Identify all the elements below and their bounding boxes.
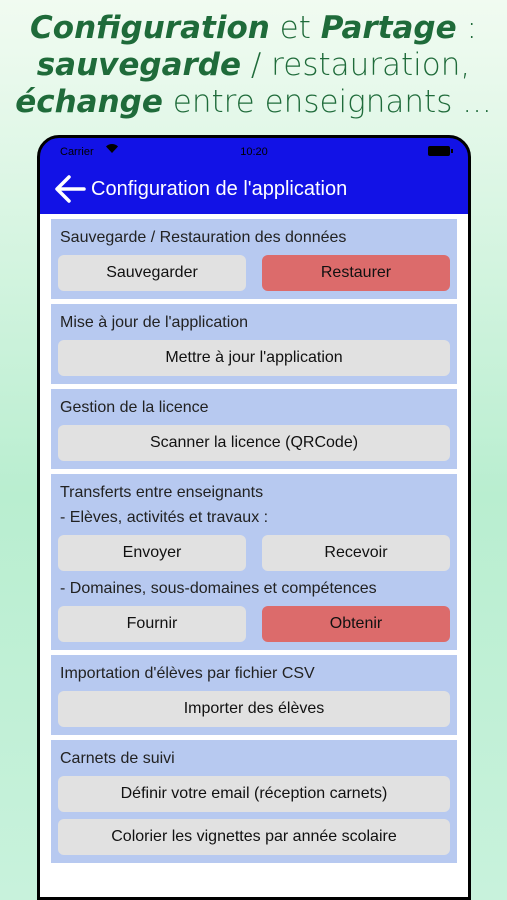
section-backup [51,219,457,299]
receive-button[interactable]: Recevoir [262,535,450,571]
section-title: Importation d'élèves par fichier CSV [60,665,315,682]
section-import [51,655,457,735]
headline-line-3 [0,84,507,121]
section-title: Carnets de suivi [60,750,175,767]
headline-line-2 [0,47,507,84]
import-students-button[interactable]: Importer des élèves [58,691,450,727]
color-thumbnails-button[interactable]: Colorier les vignettes par année scolaire [58,819,450,855]
headline-word: sauvegarde [36,47,242,83]
section-title: Sauvegarde / Restauration des données [60,229,347,246]
status-time: 10:20 [240,146,268,158]
scan-license-button[interactable]: Scanner la licence (QRCode) [58,425,450,461]
update-app-button[interactable]: Mettre à jour l'application [58,340,450,376]
settings-list[interactable] [40,214,468,897]
page-title: Configuration de l'application [91,177,348,200]
headline-word: entre enseignants ... [162,84,492,120]
obtain-button[interactable]: Obtenir [262,606,450,642]
save-button[interactable]: Sauvegarder [58,255,246,291]
battery-icon [428,146,450,156]
headline-word: / restauration, [241,47,471,83]
headline-word: Partage [320,10,457,46]
back-button[interactable] [50,169,90,209]
section-title: Mise à jour de l'application [60,314,249,331]
section-update [51,304,457,384]
navigation-bar [40,166,468,212]
section-license [51,389,457,469]
headline-word: et [269,10,321,46]
section-title: Gestion de la licence [60,399,209,416]
headline-word: échange [15,84,163,120]
send-button[interactable]: Envoyer [58,535,246,571]
subsection-title: - Domaines, sous-domaines et compétences [60,580,377,597]
restore-button[interactable]: Restaurer [262,255,450,291]
arrow-left-icon [54,175,86,203]
section-notebooks [51,740,457,863]
provide-button[interactable]: Fournir [58,606,246,642]
phone-frame [37,135,471,900]
status-bar [40,138,468,164]
carrier-label: Carrier [60,146,94,158]
headline-word: Configuration [30,10,270,46]
section-transfers [51,474,457,650]
section-title: Transferts entre enseignants [60,484,264,501]
promo-headline [0,10,507,121]
headline-word: : [456,10,477,46]
set-email-button[interactable]: Définir votre email (réception carnets) [58,776,450,812]
headline-line-1 [0,10,507,47]
subsection-title: - Elèves, activités et travaux : [60,509,269,526]
